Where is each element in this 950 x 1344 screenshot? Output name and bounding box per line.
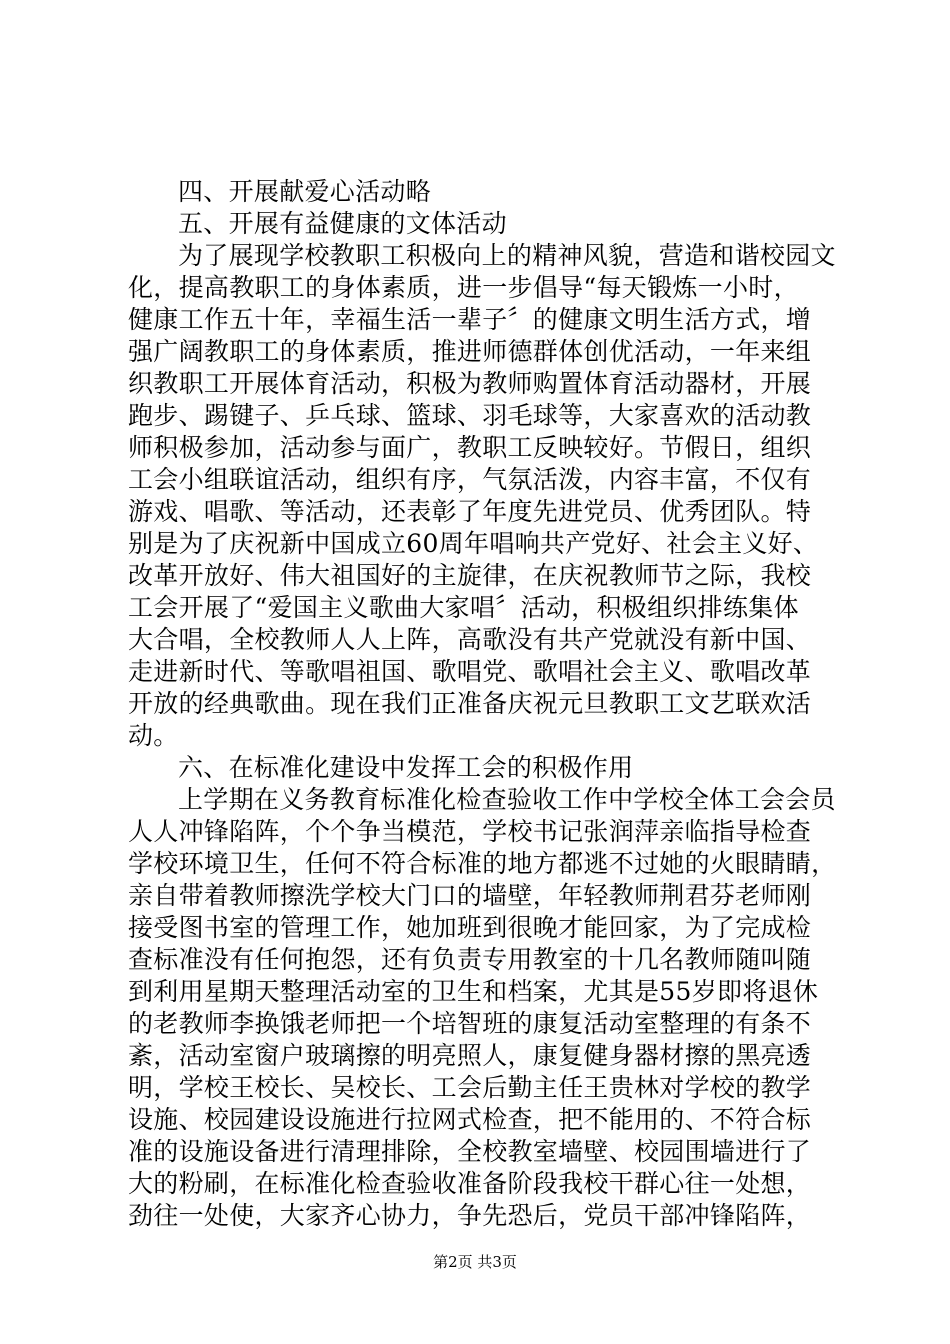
page-number-label: 第2页 共3页 (433, 1253, 517, 1271)
page-footer (0, 1252, 950, 1272)
paragraph-line: 大合唱，全校教师人人上阵，高歌没有共产党就没有新中国、 (128, 625, 812, 654)
paragraph-line: 准的设施设备进行清理排除，全校教室墙壁、校园围墙进行了 (128, 1137, 812, 1166)
paragraph-line: 工会开展了“爱国主义歌曲大家唱〞活动，积极组织排练集体 (128, 593, 799, 622)
paragraph-line: 接受图书室的管理工作，她加班到很晚才能回家，为了完成检 (128, 913, 812, 942)
paragraph-line: 查标准没有任何抱怨，还有负责专用教室的十几名教师随叫随 (128, 945, 812, 974)
section-heading-5: 五、开展有益健康的文体活动 (178, 209, 507, 238)
paragraph-line: 工会小组联谊活动，组织有序，气氛活泼，内容丰富，不仅有 (128, 465, 812, 494)
paragraph-line: 学校环境卫生，任何不符合标准的地方都逃不过她的火眼睛睛， (128, 849, 837, 878)
paragraph-line: 人人冲锋陷阵，个个争当模范，学校书记张润萍亲临指导检查 (128, 817, 812, 846)
paragraph-line: 为了展现学校教职工积极向上的精神风貌，营造和谐校园文 (178, 241, 836, 270)
paragraph-line: 的老教师李换饿老师把一个培智班的康复活动室整理的有条不 (128, 1009, 812, 1038)
paragraph-line: 走进新时代、等歌唱祖国、歌唱党、歌唱社会主义、歌唱改革 (128, 657, 812, 686)
paragraph-line: 紊，活动室窗户玻璃擦的明亮照人，康复健身器材擦的黑亮透 (128, 1041, 812, 1070)
paragraph-line: 开放的经典歌曲。现在我们正准备庆祝元旦教职工文艺联欢活 (128, 689, 812, 718)
paragraph-line: 改革开放好、伟大祖国好的主旋律，在庆祝教师节之际，我校 (128, 561, 812, 590)
paragraph-line: 亲自带着教师擦洗学校大门口的墙壁，年轻教师荆君芬老师刚 (128, 881, 812, 910)
paragraph-line: 师积极参加，活动参与面广，教职工反映较好。节假日，组织 (128, 433, 812, 462)
paragraph-line: 跑步、踢键子、乒乓球、篮球、羽毛球等，大家喜欢的活动教 (128, 401, 812, 430)
paragraph-line: 强广阔教职工的身体素质，推进师德群体创优活动，一年来组 (128, 337, 812, 366)
paragraph-line: 设施、校园建设设施进行拉网式检查，把不能用的、不符合标 (128, 1105, 812, 1134)
paragraph-line: 明，学校王校长、吴校长、工会后勤主任王贵林对学校的教学 (128, 1073, 812, 1102)
paragraph-line: 动。 (128, 721, 179, 750)
paragraph-line: 劲往一处使，大家齐心协力，争先恐后，党员干部冲锋陷阵， (128, 1201, 812, 1230)
paragraph-line: 织教职工开展体育活动，积极为教师购置体育活动器材，开展 (128, 369, 812, 398)
paragraph-line: 上学期在义务教育标准化检查验收工作中学校全体工会会员 (178, 785, 836, 814)
paragraph-line: 化，提高教职工的身体素质，进一步倡导“每天锻炼一小时， (128, 273, 799, 302)
paragraph-line: 游戏、唱歌、等活动，还表彰了年度先进党员、优秀团队。特 (128, 497, 812, 526)
section-heading-4: 四、开展献爱心活动略 (178, 177, 432, 206)
paragraph-line: 大的粉刷，在标准化检查验收准备阶段我校干群心往一处想， (128, 1169, 812, 1198)
paragraph-line: 到利用星期天整理活动室的卫生和档案，尤其是55岁即将退休 (128, 977, 819, 1006)
paragraph-line: 别是为了庆祝新中国成立60周年唱响共产党好、社会主义好、 (128, 529, 819, 558)
paragraph-line: 健康工作五十年，幸福生活一辈子〞的健康文明生活方式，增 (128, 305, 812, 334)
section-heading-6: 六、在标准化建设中发挥工会的积极作用 (178, 753, 634, 782)
